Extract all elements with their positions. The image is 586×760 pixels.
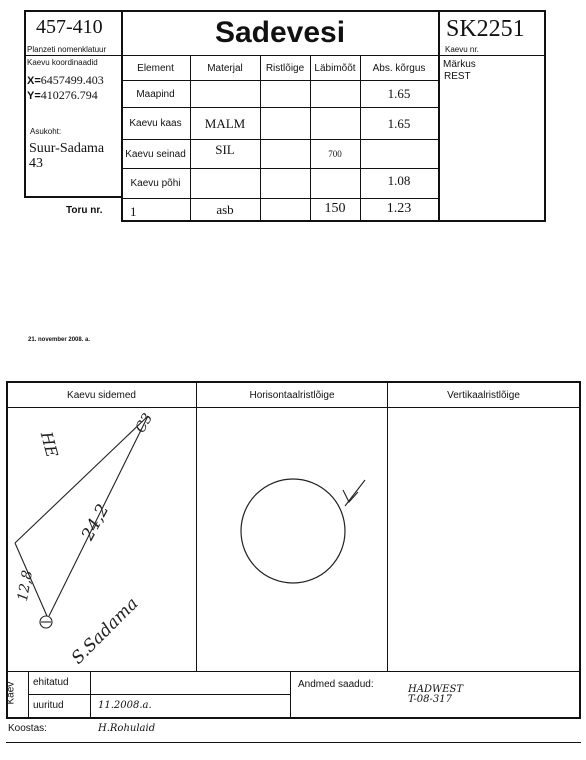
plan-number: 457-410 bbox=[36, 16, 103, 38]
coordinate-y-value: 410276.794 bbox=[40, 88, 98, 102]
header-material: Materjal bbox=[207, 62, 243, 74]
header-cross-section: Ristlõige bbox=[265, 62, 305, 74]
data-from-label: Andmed saadud: bbox=[298, 679, 374, 690]
sketch-short-distance: 12,8 bbox=[14, 569, 37, 603]
sketch-line-long bbox=[15, 416, 148, 543]
pipe-material: asb bbox=[216, 202, 234, 217]
connections-sketch bbox=[7, 408, 196, 670]
sketch-end-label: C3 bbox=[132, 410, 157, 436]
data-from-line2: T-08-317 bbox=[408, 694, 452, 705]
coordinate-x-label: X= bbox=[27, 75, 41, 87]
pipe-number: 1 bbox=[130, 204, 137, 219]
row-elevation: 1.08 bbox=[387, 172, 411, 188]
measured-label: uuritud bbox=[33, 700, 64, 711]
well-number-label: Kaevu nr. bbox=[445, 45, 479, 54]
coordinate-x-value: 6457499.403 bbox=[40, 73, 104, 87]
compiled-value: H.Rohulaid bbox=[98, 723, 156, 734]
coordinates-label: Kaevu koordinaadid bbox=[27, 58, 98, 67]
document-date: 21. november 2008. a. bbox=[28, 337, 91, 343]
header-elevation: Abs. kõrgus bbox=[372, 62, 426, 74]
measured-value: 11.2008.a. bbox=[98, 700, 152, 711]
section-connections: Kaevu sidemed bbox=[67, 389, 136, 401]
row-element: Maapind bbox=[136, 88, 175, 100]
row-element: Kaevu põhi bbox=[130, 178, 181, 189]
horizontal-section-drawing bbox=[197, 408, 387, 670]
sketch-street-label: S.Sadama bbox=[67, 593, 143, 669]
pipe-elevation: 1.23 bbox=[386, 201, 412, 216]
page-title: Sadevesi bbox=[214, 16, 346, 49]
row-material: MALM bbox=[204, 115, 246, 131]
row-element: Kaevu kaas bbox=[129, 118, 182, 129]
sketch-top-label: HE bbox=[36, 429, 62, 460]
built-label: ehitatud bbox=[33, 677, 69, 688]
row-diameter: 700 bbox=[328, 149, 342, 159]
header-element: Element bbox=[137, 62, 174, 74]
pipe-diameter: 150 bbox=[324, 201, 346, 216]
row-material: SIL bbox=[215, 142, 235, 157]
row-elevation: 1.65 bbox=[387, 86, 411, 101]
header-diameter: Läbimõõt bbox=[314, 62, 356, 74]
remarks-value: REST bbox=[444, 71, 471, 82]
address-line2: 43 bbox=[29, 156, 43, 171]
pipe-inlet-line bbox=[345, 480, 365, 506]
data-from-line1: HADWEST bbox=[408, 684, 464, 695]
coordinate-x bbox=[27, 73, 104, 88]
pipe-label: Toru nr. bbox=[66, 205, 103, 216]
address-line1: Suur-Sadama bbox=[29, 141, 105, 156]
coordinate-y bbox=[27, 88, 98, 103]
sketch-long-distance: 24,2 bbox=[77, 501, 114, 544]
row-element: Kaevu seinad bbox=[125, 148, 186, 160]
section-vertical: Vertikaalristlõige bbox=[447, 389, 520, 401]
footer-side-label: Kaev bbox=[5, 681, 17, 705]
address-label: Asukoht: bbox=[30, 127, 62, 136]
compiled-label: Koostas: bbox=[8, 723, 47, 734]
section-horizontal: Horisontaalristlõige bbox=[249, 389, 335, 401]
manhole-circle bbox=[241, 479, 345, 583]
row-elevation: 1.65 bbox=[387, 115, 411, 131]
plan-number-label: Planzeti nomenklatuur bbox=[27, 45, 107, 54]
coordinate-y-label: Y= bbox=[27, 90, 41, 102]
well-number: SK2251 bbox=[446, 16, 525, 42]
remarks-label: Märkus bbox=[443, 59, 476, 70]
